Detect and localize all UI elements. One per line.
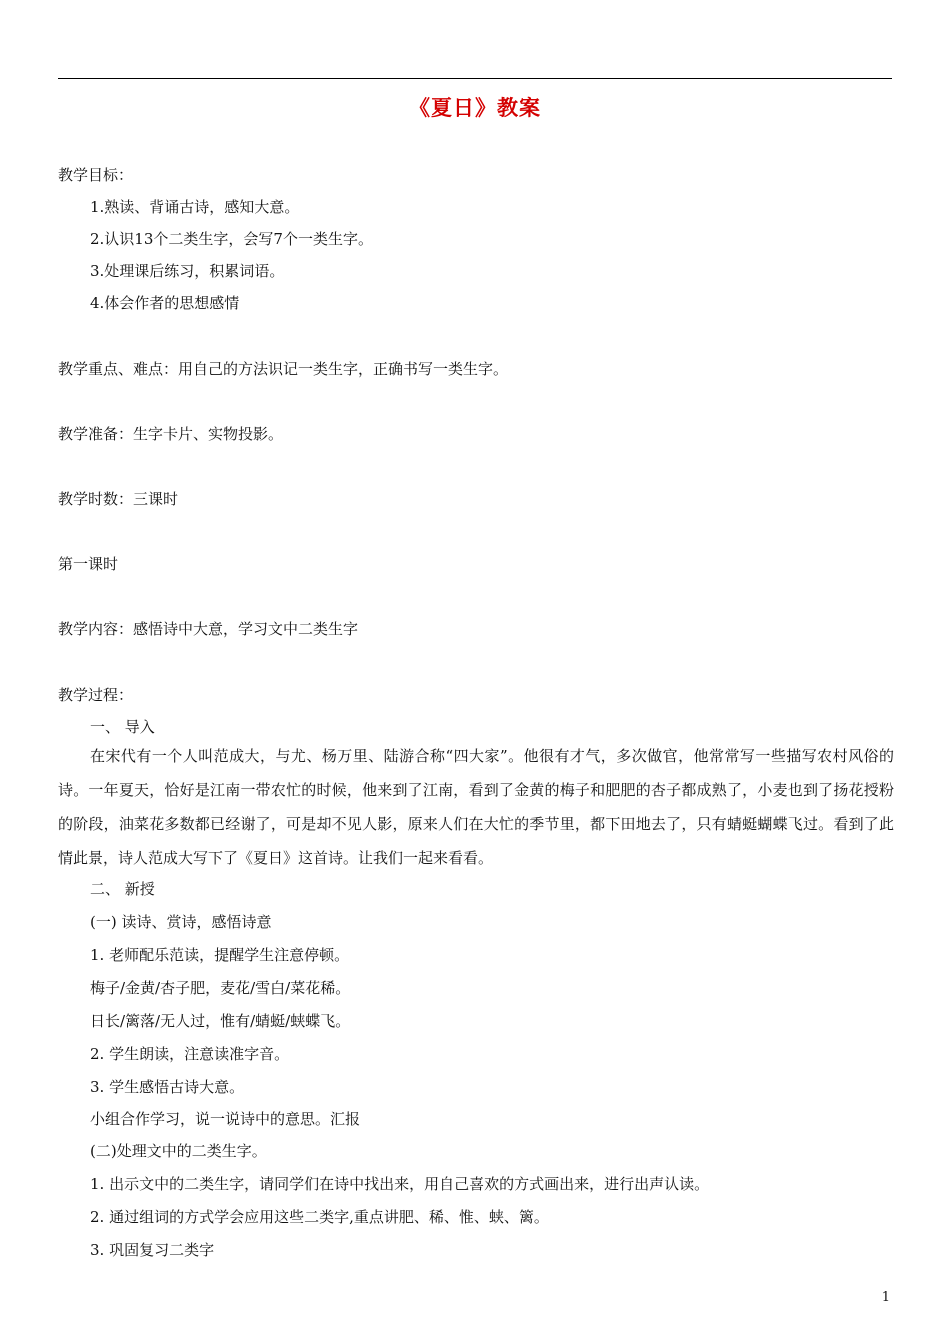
poem-line: 日长/篱落/无人过，惟有/蜻蜓/蛱蝶飞。 bbox=[90, 1012, 351, 1030]
objective-item: 3.处理课后练习，积累词语。 bbox=[90, 262, 285, 280]
key-points: 教学重点、难点：用自己的方法识记一类生字，正确书写一类生字。 bbox=[58, 360, 509, 378]
page-title: 《夏日》教案 bbox=[409, 95, 541, 120]
lesson-content: 教学内容：感悟诗中大意，学习文中二类生字 bbox=[58, 620, 359, 638]
objective-item: 2.认识13个二类生字，会写7个一类生字。 bbox=[90, 230, 373, 248]
teaching-preparation: 教学准备：生字卡片、实物投影。 bbox=[58, 425, 284, 443]
intro-paragraph: 在宋代有一个人叫范成大，与尤、杨万里、陆游合称“四大家”。他很有才气，多次做官，他常常写一些描写农村风俗的诗。一年夏天，恰好是江南一带农忙的时候，他来到了江南，看到了金黄的梅子和肥肥的杏子都成熟了，小麦也到了扬花授粉的阶段，油菜花多数都已经谢了，可是却不见人影，原来人们在大忙的季节里，都下田地去了，只有蜻蜓蝴蝶飞过。看到了此情此景，诗人范成大写下了《夏日》这首诗。让我们一起来看看。 bbox=[58, 747, 894, 867]
section-heading: (二)处理文中的二类生字。 bbox=[90, 1142, 267, 1160]
objectives-heading: 教学目标： bbox=[58, 166, 134, 184]
intro-heading: 一、 导入 bbox=[90, 718, 155, 736]
list-item: 2. 学生朗读，注意读准字音。 bbox=[90, 1045, 290, 1063]
list-item: 1. 老师配乐范读，提醒学生注意停顿。 bbox=[90, 946, 350, 964]
page-number: 1 bbox=[881, 1290, 890, 1305]
list-item: 2. 通过组词的方式学会应用这些二类字,重点讲肥、稀、惟、蛱、篱。 bbox=[90, 1208, 549, 1226]
new-lesson-heading: 二、 新授 bbox=[90, 880, 155, 898]
poem-line: 梅子/金黄/杏子肥，麦花/雪白/菜花稀。 bbox=[90, 979, 351, 997]
lesson-title: 第一课时 bbox=[58, 555, 119, 573]
process-heading: 教学过程： bbox=[58, 686, 134, 704]
list-item: 3. 学生感悟古诗大意。 bbox=[90, 1078, 245, 1096]
header-rule bbox=[58, 78, 892, 79]
list-item: 1. 出示文中的二类生字，请同学们在诗中找出来，用自己喜欢的方式画出来，进行出声认读。 bbox=[90, 1175, 710, 1193]
objective-item: 1.熟读、背诵古诗，感知大意。 bbox=[90, 198, 300, 216]
list-item: 3. 巩固复习二类字 bbox=[90, 1241, 215, 1259]
teaching-duration: 教学时数：三课时 bbox=[58, 490, 179, 508]
objective-item: 4.体会作者的思想感情 bbox=[90, 294, 240, 312]
list-item: 小组合作学习，说一说诗中的意思。汇报 bbox=[90, 1110, 361, 1128]
section-heading: (一) 读诗、赏诗，感悟诗意 bbox=[90, 913, 272, 931]
